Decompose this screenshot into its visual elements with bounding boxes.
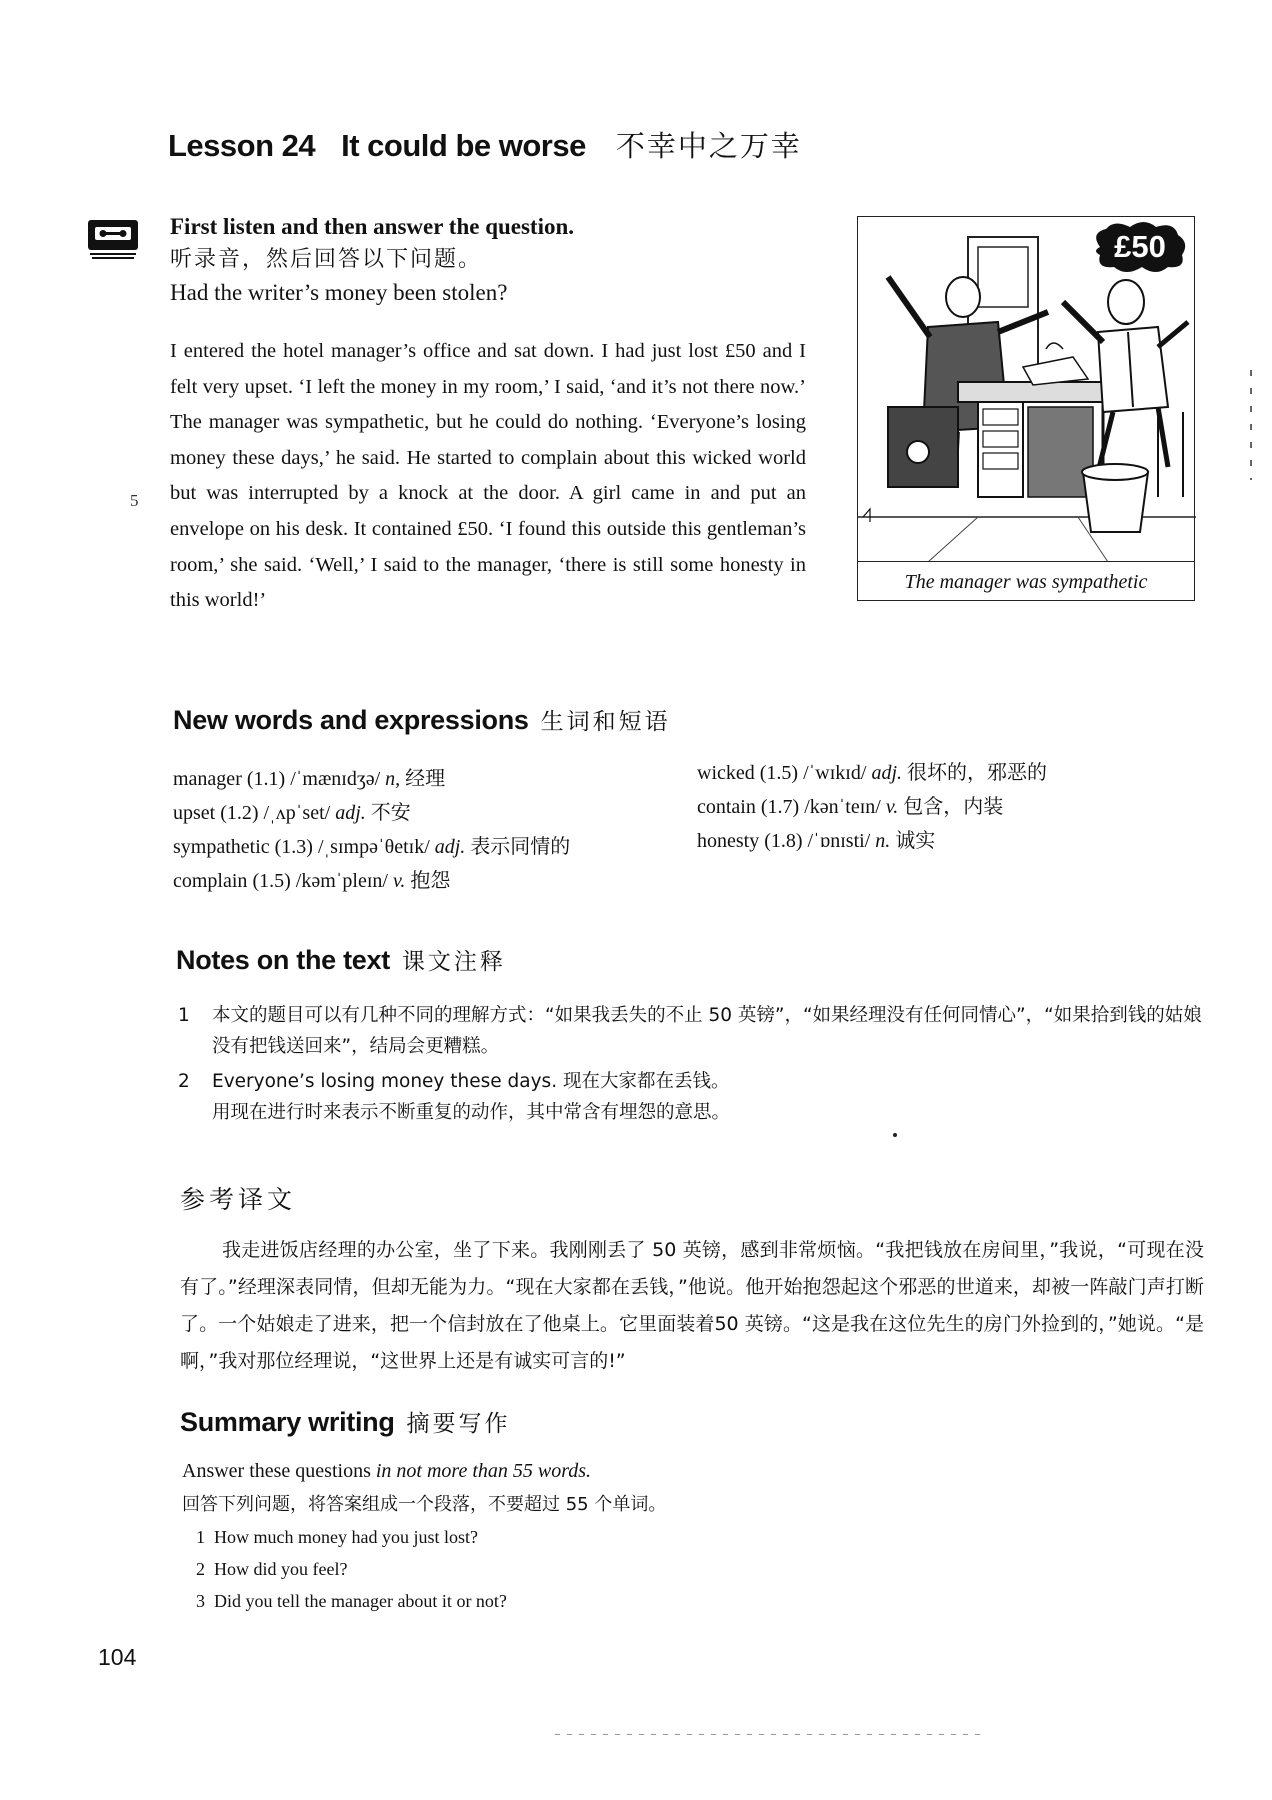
lesson-title-cn: 不幸中之万幸	[615, 129, 802, 163]
vocab-entry: sympathetic (1.3) /ˌsɪmpəˈθetɪk/ adj. 表示同情的	[173, 834, 571, 858]
vocab-entry: complain (1.5) /kəmˈpleɪn/ v. 抱怨	[173, 868, 451, 892]
illustration-caption: The manager was sympathetic	[904, 571, 1148, 593]
story-illustration	[857, 216, 1195, 601]
summary-question: 1 How much money had you just lost?	[196, 1527, 478, 1547]
scan-speck	[893, 1133, 897, 1137]
vocab-entry: honesty (1.8) /ˈɒnɪsti/ n. 诚实	[697, 828, 936, 852]
new-words-title-cn: 生词和短语	[540, 709, 671, 735]
notes-list	[178, 1000, 1218, 1128]
scan-bottom-dots	[555, 1734, 985, 1735]
comprehension-question: Had the writer’s money been stolen?	[170, 280, 508, 305]
vocab-entry: wicked (1.5) /ˈwɪkɪd/ adj. 很坏的，邪恶的	[697, 760, 1047, 784]
summary-instruction-en: Answer these questions in not more than 55 words.	[182, 1460, 592, 1482]
new-words-title: New words and expressions	[173, 705, 529, 735]
price-tag-fifty-pounds	[1090, 221, 1190, 273]
vocab-column-left	[173, 762, 570, 898]
vocab-entry: contain (1.7) /kənˈteɪn/ v. 包含，内装	[697, 794, 1004, 818]
line-number-marker: 5	[130, 491, 139, 510]
notes-heading	[176, 943, 506, 976]
listening-instructions	[170, 212, 830, 308]
note-item	[178, 1066, 1218, 1128]
story-text: I entered the hotel manager’s office and sat down. I had just lost £50 and I felt very upset. ‘I left the money in my room,’ I said, ‘and it’s not there now.’ The manager was sympathetic, but he could do nothing. ‘Everyone’s losing money these days,’ he said. He started to complain about this wicked world but was interrupted by a knock at the door. A girl came in and put an envelope on his desk. It contained £50. ‘I found this outside this gentleman’s room,’ she said. ‘Well,’ I said to the manager, ‘there is still some honesty in this world!’	[170, 340, 806, 612]
page-number: 104	[98, 1644, 137, 1670]
summary-title: Summary writing	[180, 1407, 395, 1437]
note-number: 2	[178, 1071, 190, 1092]
reference-translation-text: 我走进饭店经理的办公室，坐了下来。我刚刚丢了 50 英镑，感到非常烦恼。“我把钱放在房间里，”我说，“可现在没有了。”经理深表同情，但却无能为力。“现在大家都在丢钱，”他说。他开始抱怨起这个邪恶的世道来，却被一阵敲门声打断了。一个姑娘走了进来，把一个信封放在了他桌上。它里面装着50 英镑。“这是我在这位先生的房门外捡到的，”她说。“是啊，”我对那位经理说，“这世界上还是有诚实可言的!”	[180, 1239, 1204, 1372]
note-subtext: 用现在进行时来表示不断重复的动作，其中常含有埋怨的意思。	[212, 1102, 731, 1123]
note-number: 1	[178, 1005, 190, 1026]
lesson-heading	[168, 124, 802, 165]
notes-title: Notes on the text	[176, 945, 390, 975]
price-tag-label: £50	[1114, 229, 1166, 264]
listen-instruction: First listen and then answer the question.	[170, 214, 575, 239]
new-words-heading	[173, 703, 671, 736]
summary-instruction-cn: 回答下列问题，将答案组成一个段落，不要超过 55 个单词。	[182, 1494, 667, 1515]
note-text: 本文的题目可以有几种不同的理解方式：“如果我丢失的不止 50 英镑”，“如果经理没有任何同情心”，“如果拾到钱的姑娘没有把钱送回来”，结局会更糟糕。	[212, 1005, 1202, 1057]
vocab-entry: manager (1.1) /ˈmænɪdʒə/ n, 经理	[173, 766, 446, 790]
vocab-entry: upset (1.2) /ˌʌpˈset/ adj. 不安	[173, 800, 411, 824]
summary-title-cn: 摘要写作	[406, 1411, 511, 1437]
notes-title-cn: 课文注释	[401, 949, 506, 975]
listen-instruction-cn: 听录音，然后回答以下问题。	[170, 247, 483, 272]
caption-divider	[858, 561, 1194, 562]
reference-translation-heading: 参考译文	[180, 1185, 297, 1214]
summary-question: 3 Did you tell the manager about it or not?	[196, 1591, 507, 1611]
lesson-number: Lesson 24	[168, 128, 316, 163]
note-text: Everyone’s losing money these days. 现在大家都在丢钱。	[212, 1071, 730, 1092]
summary-heading	[180, 1405, 511, 1438]
scan-margin-marks	[1250, 370, 1252, 480]
lesson-title: It could be worse	[341, 128, 586, 163]
note-item	[178, 1000, 1218, 1062]
summary-question: 2 How did you feel?	[196, 1559, 348, 1579]
cassette-tape-icon	[86, 218, 140, 260]
vocab-column-right	[697, 756, 1047, 858]
summary-instructions	[182, 1455, 666, 1521]
